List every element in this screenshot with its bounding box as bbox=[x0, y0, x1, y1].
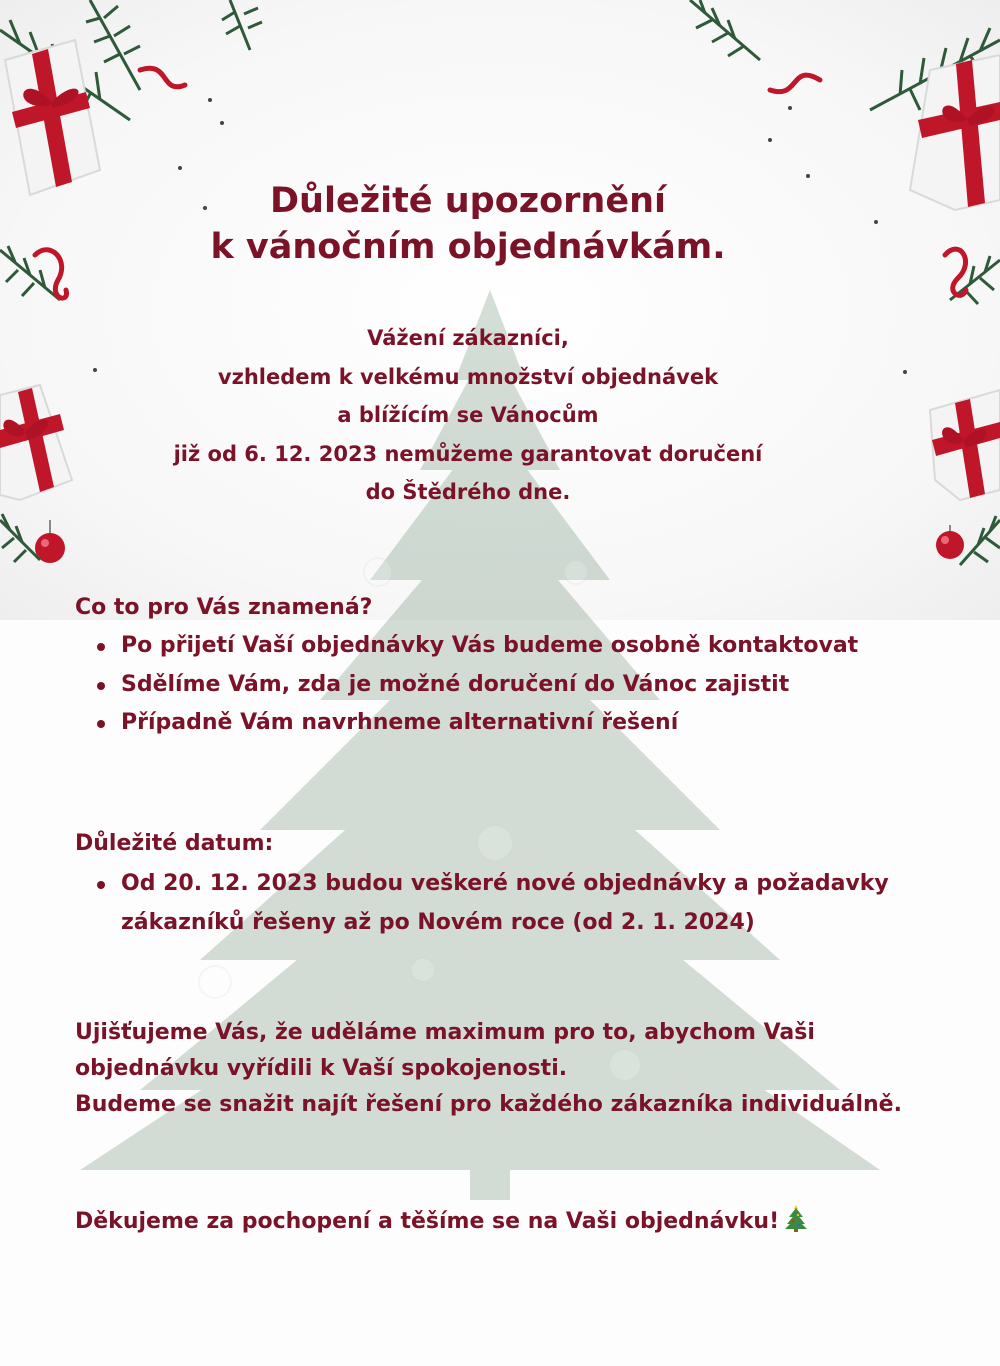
intro-greeting: Vážení zákazníci, bbox=[367, 326, 569, 350]
date-heading: Důležité datum: bbox=[75, 831, 274, 856]
gift-box-icon bbox=[930, 390, 1000, 500]
meaning-heading: Co to pro Vás znamená? bbox=[75, 595, 373, 620]
list-item bbox=[75, 627, 965, 666]
bullet-icon bbox=[97, 643, 105, 651]
list-item bbox=[75, 865, 965, 942]
title-line: k vánočním objednávkám. bbox=[210, 227, 726, 267]
meaning-list bbox=[75, 627, 965, 743]
list-item-text: zákazníků řešeny až po Novém roce (od 2. 1. 2024) bbox=[121, 909, 755, 935]
page-title bbox=[0, 178, 936, 270]
list-item-text: Po přijetí Vaší objednávky Vás budeme osobně kontaktovat bbox=[121, 633, 859, 658]
ornament-icon bbox=[936, 525, 964, 559]
intro-paragraph bbox=[0, 319, 936, 512]
ornament-icon bbox=[35, 520, 65, 563]
intro-line: již od 6. 12. 2023 nemůžeme garantovat doručení bbox=[173, 441, 763, 466]
intro-line: a blížícím se Vánocům bbox=[337, 403, 599, 427]
closing-line: Ujišťujeme Vás, že uděláme maximum pro to, abychom Vaši bbox=[75, 1020, 815, 1045]
date-list bbox=[75, 865, 965, 942]
list-item-text: Od 20. 12. 2023 budou veškeré nové objednávky a požadavky bbox=[121, 871, 889, 896]
gift-box-icon bbox=[5, 40, 100, 195]
closing-paragraph bbox=[75, 1015, 985, 1123]
list-item bbox=[75, 666, 965, 705]
title-line: Důležité upozornění bbox=[270, 181, 666, 221]
bullet-icon bbox=[97, 720, 105, 728]
thanks-message bbox=[75, 1204, 807, 1240]
list-item bbox=[75, 704, 965, 743]
christmas-tree-icon bbox=[785, 1204, 807, 1232]
thanks-text: Děkujeme za pochopení a těšíme se na Vaši objednávku! bbox=[75, 1209, 780, 1234]
pine-branch-icon bbox=[0, 514, 40, 562]
list-item-text: Případně Vám navrhneme alternativní řešení bbox=[121, 710, 679, 735]
list-item-text: Sdělíme Vám, zda je možné doručení do Vánoc zajistit bbox=[121, 671, 790, 697]
pine-branch-icon bbox=[960, 516, 1000, 565]
closing-line: objednávku vyřídili k Vaší spokojenosti. bbox=[75, 1056, 568, 1081]
closing-line: Budeme se snažit najít řešení pro každého zákazníka individuálně. bbox=[75, 1092, 902, 1117]
bullet-icon bbox=[97, 881, 105, 889]
intro-line: do Štědrého dne. bbox=[365, 480, 571, 504]
bullet-icon bbox=[97, 682, 105, 690]
intro-line: vzhledem k velkému množství objednávek bbox=[217, 364, 719, 389]
